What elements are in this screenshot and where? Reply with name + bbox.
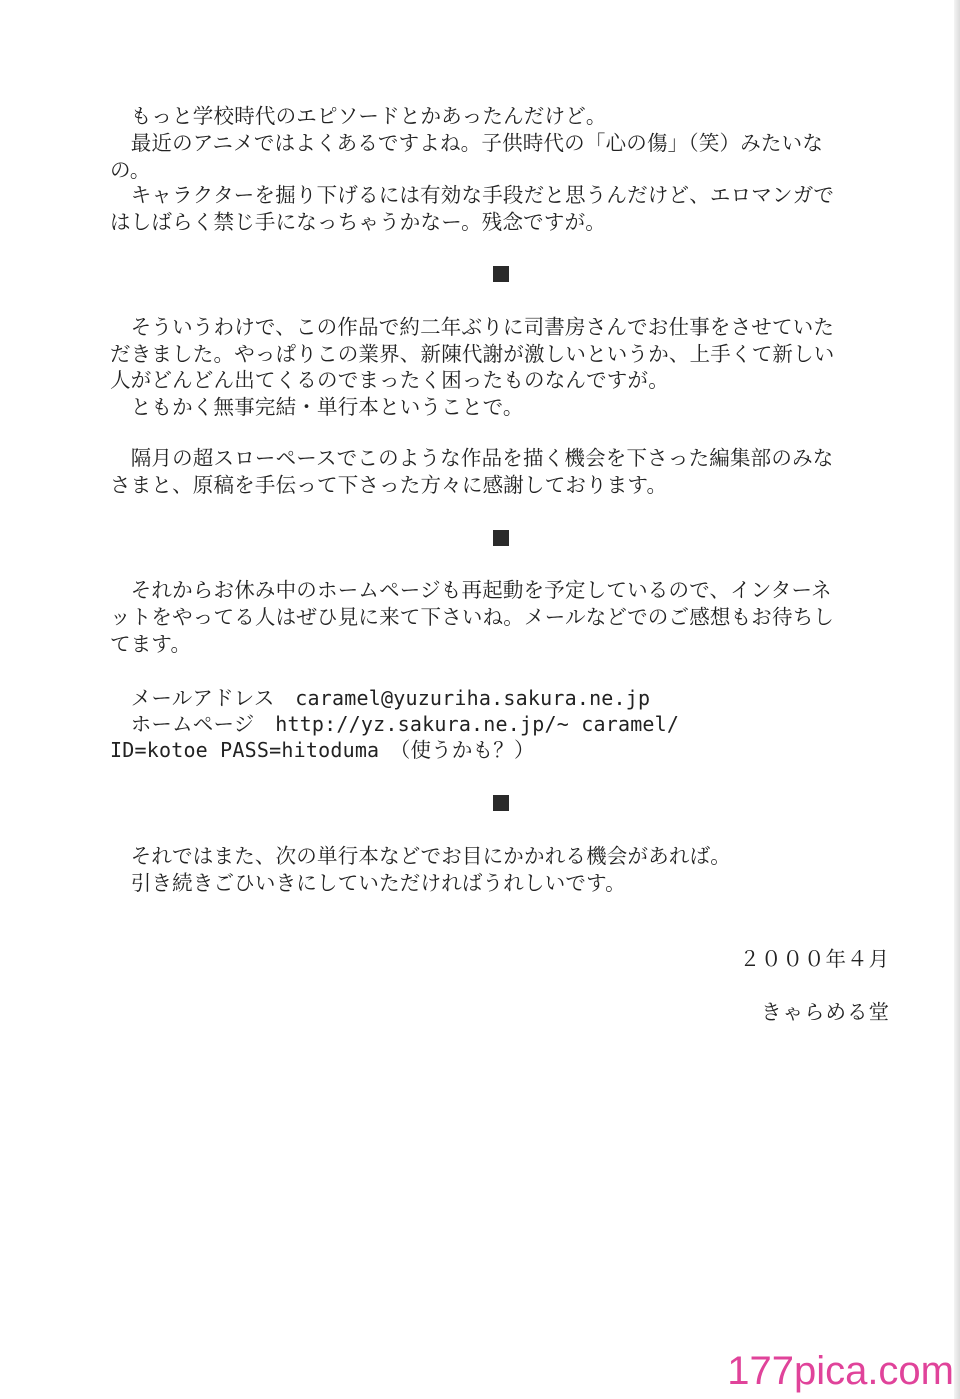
section-separator bbox=[493, 266, 509, 282]
signature-date: ２０００年４月 bbox=[739, 947, 890, 971]
paragraph3-line: 隔月の超スローペースでこのような作品を描く機会を下さった編集部のみな bbox=[110, 446, 834, 470]
login-credentials: ID=kotoe PASS=hitoduma bbox=[110, 738, 380, 762]
paragraph4-line: それからお休み中のホームページも再起動を予定しているので、インターネ bbox=[110, 578, 832, 602]
section-separator bbox=[493, 530, 509, 546]
contact-mail-line bbox=[110, 685, 650, 712]
section-separator bbox=[493, 795, 509, 811]
paragraph1-line: の。 bbox=[110, 158, 151, 182]
paragraph5-line: 引き続きごひいきにしていただければうれしいです。 bbox=[110, 871, 626, 895]
paragraph2-line: ともかく無事完結・単行本ということで。 bbox=[110, 395, 524, 419]
contact-home-line bbox=[110, 711, 679, 738]
paragraph4-line: ットをやってる人はぜひ見に来て下さいね。メールなどでのご感想もお待ちし bbox=[110, 605, 835, 629]
homepage-label: ホームページ bbox=[110, 712, 276, 736]
contact-id-line bbox=[110, 737, 535, 764]
paragraph1-line: 最近のアニメではよくあるですよね。子供時代の「心の傷」（笑）みたいな bbox=[110, 131, 824, 155]
page-edge bbox=[954, 0, 960, 1399]
credentials-note: （使うかも？） bbox=[379, 738, 535, 762]
paragraph1-line: はしばらく禁じ手になっちゃうかなー。残念ですが。 bbox=[110, 210, 606, 234]
paragraph2-line: だきました。やっぱりこの業界、新陳代謝が激しいというか、上手くて新しい bbox=[110, 342, 835, 366]
paragraph2-line: 人がどんどん出てくるのでまったく困ったものなんですが。 bbox=[110, 368, 669, 392]
paragraph1-line: キャラクターを掘り下げるには有効な手段だと思うんだけど、エロマンガで bbox=[110, 183, 835, 207]
paragraph1-line: もっと学校時代のエピソードとかあったんだけど。 bbox=[110, 104, 607, 128]
paragraph2-line: そういうわけで、この作品で約二年ぶりに司書房さんでお仕事をさせていた bbox=[110, 315, 835, 339]
mail-label: メールアドレス bbox=[110, 686, 296, 710]
paragraph5-line: それではまた、次の単行本などでお目にかかれる機会があれば。 bbox=[110, 844, 731, 868]
homepage-url: http://yz.sakura.ne.jp/~ caramel/ bbox=[275, 712, 680, 736]
mail-address: caramel@yuzuriha.sakura.ne.jp bbox=[295, 686, 651, 710]
watermark-text: 177pica.com bbox=[727, 1349, 954, 1393]
paragraph3-line: さまと、原稿を手伝って下さった方々に感謝しております。 bbox=[110, 473, 668, 497]
signature-author: きゃらめる堂 bbox=[761, 1000, 890, 1024]
paragraph4-line: てます。 bbox=[110, 632, 192, 656]
